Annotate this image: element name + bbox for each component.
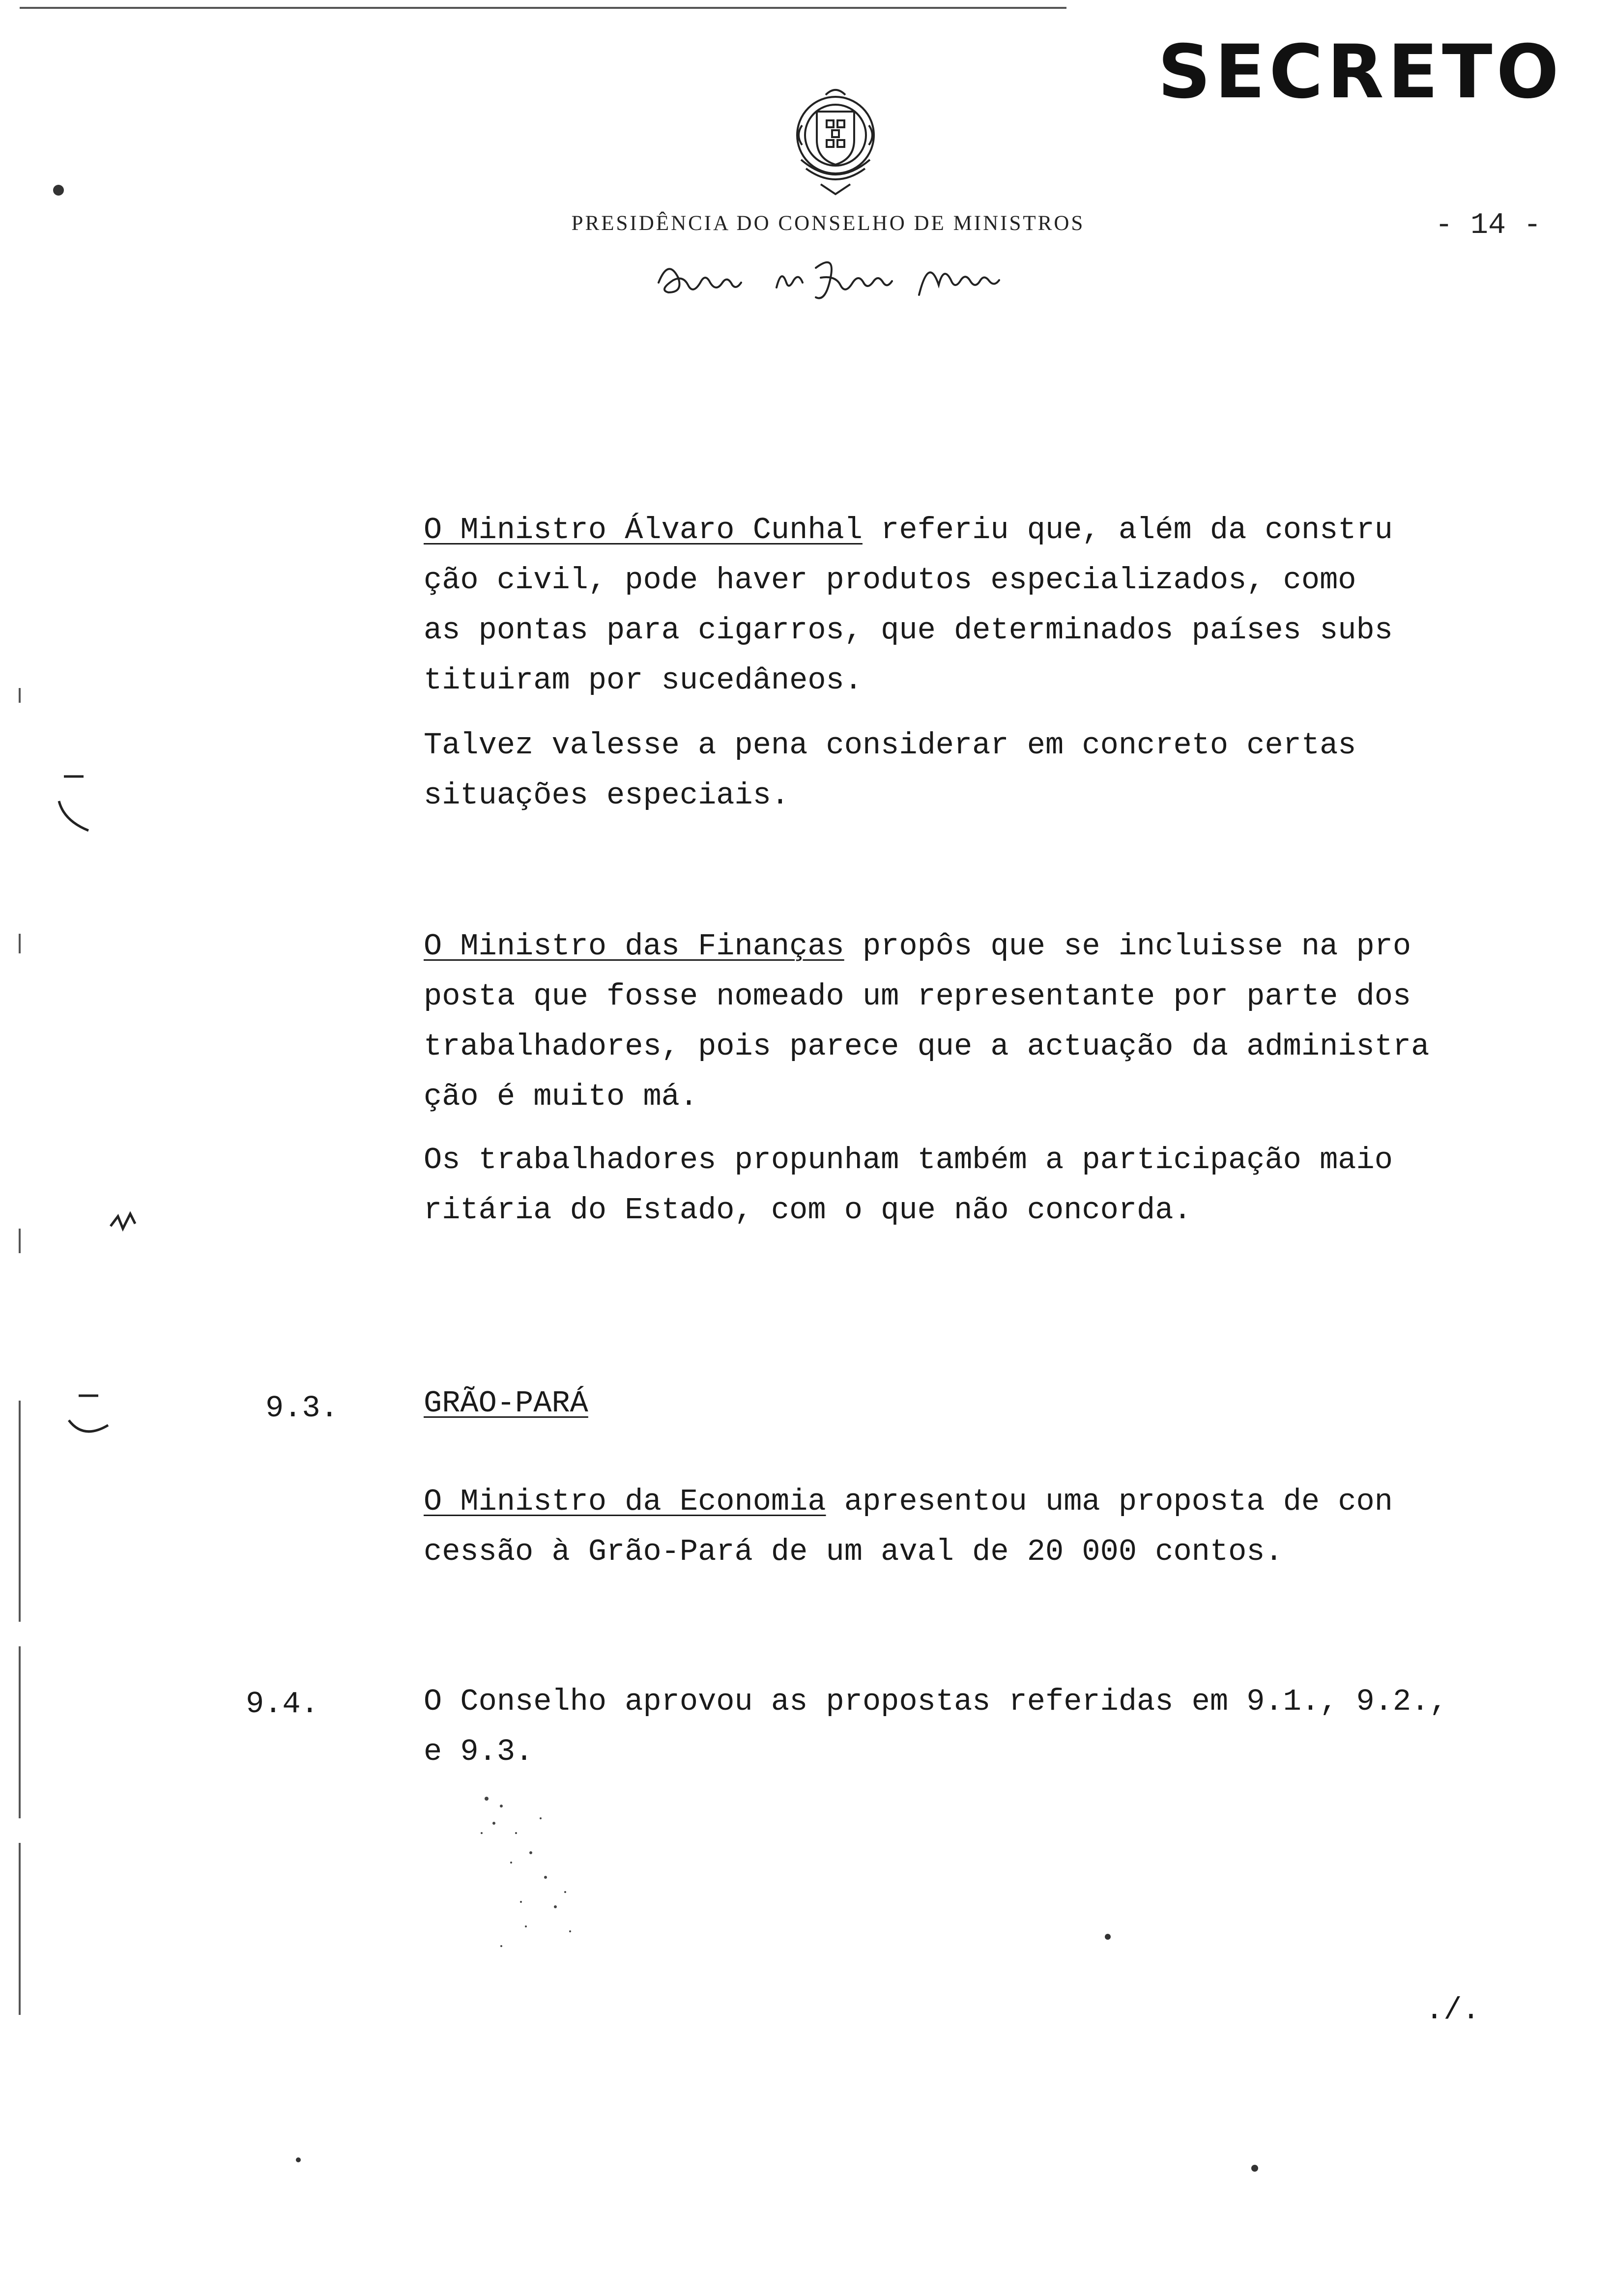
paragraph-line: trabalhadores, pois parece que a actuação da administra xyxy=(424,1029,1430,1064)
continuation-mark: ./. xyxy=(1425,1993,1480,2028)
paragraph-line: ção é muito má. xyxy=(424,1079,698,1114)
paragraph-line: Os trabalhadores propunham também a participação maio xyxy=(424,1143,1393,1177)
paragraph-approval xyxy=(424,1677,1448,1777)
left-edge-dashes xyxy=(15,688,25,2064)
paragraph-line: O Ministro Álvaro Cunhal referiu que, além da constru xyxy=(424,513,1393,547)
speaker-name: O Ministro da Economia xyxy=(424,1484,826,1519)
coat-of-arms-icon xyxy=(772,81,899,204)
top-edge-rule xyxy=(20,7,1066,9)
scan-speck xyxy=(1105,1934,1111,1940)
scan-speck xyxy=(296,2157,301,2162)
paragraph-line: posta que fosse nomeado um representante por parte dos xyxy=(424,979,1411,1014)
classification-stamp: SECRETO xyxy=(1157,29,1563,115)
margin-scribble xyxy=(106,1206,140,1236)
paragraph-line: tituiram por sucedâneos. xyxy=(424,663,863,698)
paragraph-line: cessão à Grão-Pará de um aval de 20 000 contos. xyxy=(424,1534,1283,1569)
section-heading: GRÃO-PARÁ xyxy=(424,1386,588,1421)
paragraph-line: situações especiais. xyxy=(424,778,790,813)
scan-speck xyxy=(1251,2165,1258,2172)
paragraph-line: e 9.3. xyxy=(424,1734,534,1769)
paragraph-economia xyxy=(424,1477,1393,1577)
institution-heading: PRESIDÊNCIA DO CONSELHO DE MINISTROS xyxy=(571,212,1085,235)
paragraph-cunhal xyxy=(424,505,1393,706)
paragraph-line: Talvez valesse a pena considerar em concreto certas xyxy=(424,728,1356,763)
paragraph-line: O Conselho aprovou as propostas referidas em 9.1., 9.2., xyxy=(424,1684,1448,1719)
speaker-name: O Ministro das Finanças xyxy=(424,929,844,964)
section-number-9-4: 9.4. xyxy=(246,1687,319,1722)
paragraph-line: O Ministro das Finanças propôs que se incluisse na pro xyxy=(424,929,1411,964)
paragraph-line: ção civil, pode haver produtos especializados, como xyxy=(424,563,1356,598)
speaker-name: O Ministro Álvaro Cunhal xyxy=(424,513,863,547)
paragraph-line: O Ministro da Economia apresentou uma proposta de con xyxy=(424,1484,1393,1519)
punch-hole-mark-upper xyxy=(44,767,98,840)
page-number: - 14 - xyxy=(1435,209,1542,242)
paragraph-special-situations xyxy=(424,720,1356,821)
paragraph-line: ritária do Estado, com o que não concorda. xyxy=(424,1193,1192,1228)
office-signature-scribble xyxy=(649,248,1022,307)
scan-speck xyxy=(53,185,64,196)
scan-noise-cluster xyxy=(472,1779,678,1985)
paragraph-financas xyxy=(424,921,1429,1122)
paragraph-workers xyxy=(424,1135,1393,1235)
section-heading-grao-para xyxy=(424,1378,588,1429)
paragraph-line: as pontas para cigarros, que determinados países subs xyxy=(424,613,1393,648)
punch-hole-mark-lower xyxy=(59,1386,113,1455)
section-number-9-3: 9.3. xyxy=(265,1391,339,1426)
